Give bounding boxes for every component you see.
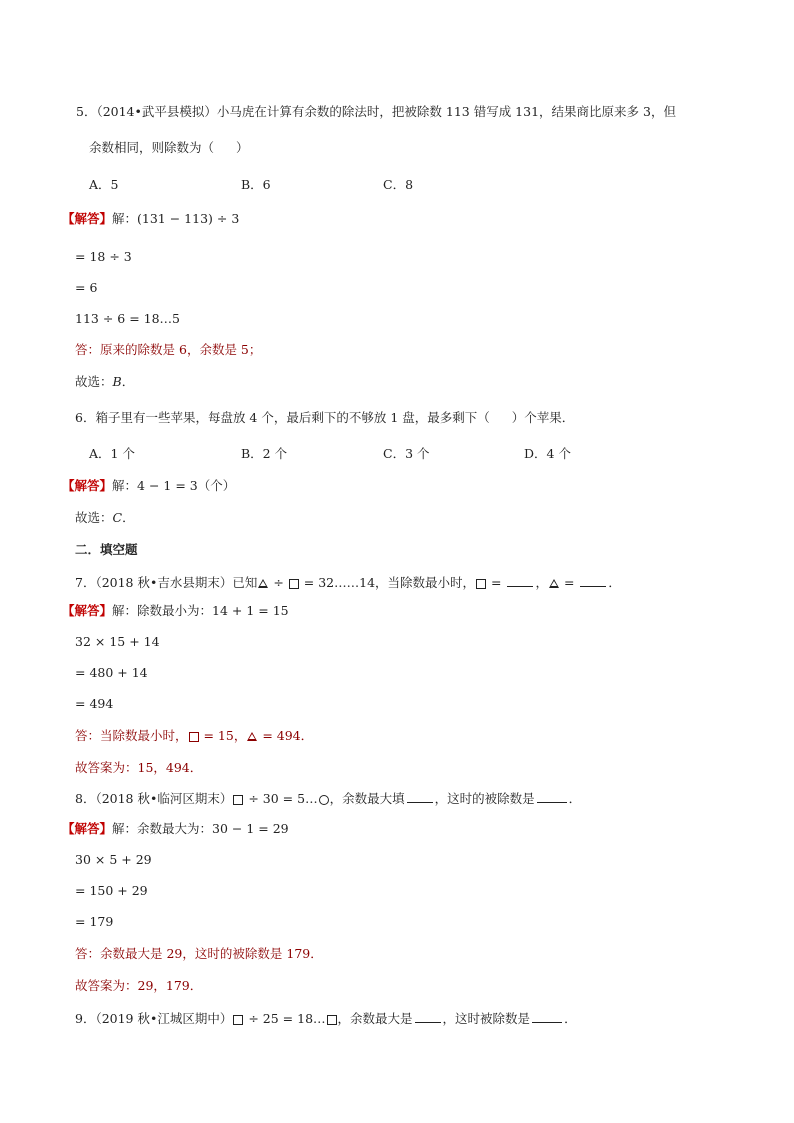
q7-text-f: =	[559, 575, 579, 590]
q7-ans-eq2: = 494．	[258, 728, 314, 743]
q6-choose	[75, 510, 135, 526]
q6-option-d: D．4 个	[524, 446, 571, 461]
q8-answer	[75, 946, 323, 962]
q7-sol-0: 32 × 15 + 14	[75, 634, 160, 649]
q7-sol-1: = 480 + 14	[75, 665, 148, 680]
section-title: 二．填空题	[75, 542, 138, 557]
q6-solution	[62, 478, 235, 494]
q5-choice: B	[112, 374, 122, 389]
q9-text-a: ÷ 25 = 18…	[244, 1011, 326, 1026]
q9-text-d: ．	[564, 1011, 577, 1026]
q6-choice: C	[112, 510, 123, 525]
square-symbol	[289, 579, 299, 589]
q5-choose-label: 故选：	[75, 374, 113, 389]
q8-sol1: 解：余数最大为：30 − 1 = 29	[112, 821, 289, 836]
q5-sol-1: = 18 ÷ 3	[75, 249, 132, 264]
q6-option-c: C．3 个	[383, 446, 430, 461]
circle-symbol	[319, 795, 329, 805]
q7-blank-2[interactable]	[580, 574, 606, 587]
q5-source: （2014•武平县模拟）	[96, 104, 217, 119]
q7-line1	[75, 574, 621, 591]
q7-ans-eq1: = 15，	[199, 728, 247, 743]
triangle-symbol	[247, 732, 257, 741]
q7-answer	[75, 728, 313, 744]
q5-ans-mid: ，余数是	[186, 342, 241, 357]
q5-line1	[76, 104, 676, 120]
q9-text-c: ，这时被除数是	[442, 1011, 531, 1026]
q7-text-a: 已知	[232, 575, 258, 590]
q5-answer	[75, 342, 261, 358]
q8-ans-v2: 179	[286, 946, 311, 961]
q5-choose	[75, 374, 134, 390]
q8-number: 8．	[75, 791, 96, 806]
q6-sol: 解：4 − 1 = 3（个）	[112, 478, 236, 493]
q6-choose-label: 故选：	[75, 510, 113, 525]
q7-text-c: = 32……14，当除数最小时，	[299, 575, 476, 590]
q5-ans-end: ；	[248, 342, 262, 357]
q5-ans-v2: 5	[240, 342, 249, 357]
q8-source: （2018 秋•临河区期末）	[95, 791, 233, 806]
triangle-symbol	[258, 579, 268, 588]
q5-option-a: A．5	[89, 177, 119, 192]
q5-line2	[89, 140, 249, 156]
q6-option-a: A．1 个	[89, 446, 135, 461]
q5-text1: 小马虎在计算有余数的除法时，把被除数 113 错写成 131，结果商比原来多 3，但	[216, 104, 676, 119]
q5-text2-pre: 余数相同，则除数为（	[89, 140, 215, 155]
q8-text-d: ．	[568, 791, 582, 806]
q8-ans-pre: 答：余数最大是	[75, 946, 167, 961]
q7-sol1: 解：除数最小为：14 + 1 = 15	[112, 603, 289, 618]
square-symbol	[233, 1015, 243, 1025]
q6-choose-end: ．	[122, 510, 135, 525]
q7-text-d: =	[487, 575, 506, 590]
q6-text-post: ）个苹果．	[511, 410, 575, 425]
q5-ans-v1: 6	[178, 342, 187, 357]
q8-text-a: ÷ 30 = 5…	[244, 791, 318, 806]
q9-blank-2[interactable]	[532, 1010, 562, 1023]
q6-options	[89, 446, 589, 462]
q9-source: （2019 秋•江城区期中）	[95, 1011, 233, 1026]
q7-number: 7．	[75, 575, 96, 590]
q7-text-e: ，	[535, 575, 548, 590]
q7-text-b: ÷	[269, 575, 288, 590]
q8-sol-0: 30 × 5 + 29	[75, 852, 152, 867]
q6-solution-label: 【解答】	[62, 478, 113, 493]
q5-ans-pre: 答：原来的除数是	[75, 342, 179, 357]
q7-source: （2018 秋•吉水县期末）	[95, 575, 233, 590]
square-symbol	[233, 795, 243, 805]
q7-final: 故答案为：15，494．	[75, 760, 203, 775]
q8-ans-mid: ，这时的被除数是	[182, 946, 287, 961]
q7-solution-line1	[62, 603, 289, 619]
q5-solution-line1	[62, 211, 239, 227]
square-symbol	[327, 1015, 337, 1025]
q8-blank-1[interactable]	[407, 790, 433, 803]
square-symbol	[189, 732, 199, 742]
q5-solution-label: 【解答】	[62, 211, 113, 226]
q8-blank-2[interactable]	[537, 790, 567, 803]
q5-sol-3: 113 ÷ 6 = 18…5	[75, 311, 181, 326]
q7-solution-label: 【解答】	[62, 603, 113, 618]
q8-solution-line1	[62, 821, 289, 837]
q7-sol-2: = 494	[75, 696, 114, 711]
q8-text-b: ，余数最大填	[329, 791, 405, 806]
q8-final: 故答案为：29，179．	[75, 978, 203, 993]
q6-line1	[75, 410, 574, 426]
q5-choose-end: ．	[121, 374, 135, 389]
q8-text-c: ，这时的被除数是	[434, 791, 535, 806]
q8-ans-v1: 29	[166, 946, 183, 961]
q5-option-c: C．8	[383, 177, 414, 192]
q6-option-b: B．2 个	[241, 446, 288, 461]
q7-blank-1[interactable]	[507, 574, 533, 587]
q8-sol-1: = 150 + 29	[75, 883, 148, 898]
q5-number: 5．	[76, 104, 97, 119]
q8-sol-2: = 179	[75, 914, 114, 929]
square-symbol	[476, 579, 486, 589]
q6-text-pre: 箱子里有一些苹果，每盘放 4 个，最后剩下的不够放 1 盘，最多剩下（	[95, 410, 490, 425]
q9-line1	[75, 1010, 577, 1027]
q5-sol-2: = 6	[75, 280, 98, 295]
q9-blank-1[interactable]	[415, 1010, 441, 1023]
q7-ans-pre: 答：当除数最小时，	[75, 728, 188, 743]
q9-text-b: ，余数最大是	[337, 1011, 413, 1026]
q5-option-b: B．6	[241, 177, 271, 192]
triangle-symbol	[549, 579, 559, 588]
q6-number: 6．	[75, 410, 96, 425]
q5-options	[89, 177, 469, 193]
q7-text-g: ．	[608, 575, 621, 590]
q8-ans-end: ．	[310, 946, 323, 961]
q5-sol-0: 解：(131 − 113) ÷ 3	[112, 211, 240, 226]
q8-line1	[75, 790, 581, 807]
q8-solution-label: 【解答】	[62, 821, 113, 836]
q5-text2-post: ）	[236, 140, 249, 155]
q9-number: 9．	[75, 1011, 96, 1026]
